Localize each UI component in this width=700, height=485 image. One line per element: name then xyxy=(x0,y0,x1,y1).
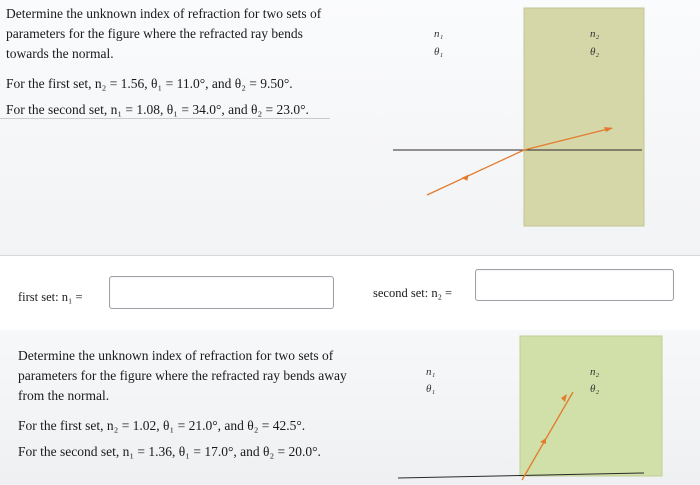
second-set-answer-input[interactable] xyxy=(475,269,674,301)
question-2-second-set: For the second set, n₁ = 1.36, θ₁ = 17.0°, and θ₂ = 20.0°. xyxy=(18,444,321,459)
question-2-prompt-line-2: parameters for the figure where the refracted ray bends away xyxy=(18,368,347,383)
question-2-prompt-line-1: Determine the unknown index of refraction for two sets of xyxy=(18,348,334,363)
question-2-prompt-line-3: from the normal. xyxy=(18,388,110,403)
question-1-prompt-line-2: parameters for the figure where the refracted ray bends xyxy=(6,26,303,41)
medium-2-region xyxy=(520,336,662,476)
question-1-prompt-line-1: Determine the unknown index of refraction for two sets of xyxy=(6,6,322,21)
figure-2-theta2-label: θ₂ xyxy=(590,383,600,395)
figure-1-theta2-label: θ₂ xyxy=(590,46,600,58)
figure-2-n1-label: n₁ xyxy=(426,366,436,378)
figure-2-n2-label: n₂ xyxy=(590,366,600,378)
figure-1-n2-label: n₂ xyxy=(590,28,600,40)
question-1-prompt-line-3: towards the normal. xyxy=(6,46,114,61)
refraction-figure-2 xyxy=(0,330,700,485)
question-1-second-set: For the second set, n₁ = 1.08, θ₁ = 34.0°, and θ₂ = 23.0°. xyxy=(6,102,309,117)
question-2-panel xyxy=(0,330,700,485)
figure-1-n1-label: n₁ xyxy=(434,28,444,40)
question-1-first-set: For the first set, n₂ = 1.56, θ₁ = 11.0°, and θ₂ = 9.50°. xyxy=(6,76,293,91)
incident-ray xyxy=(427,150,524,195)
first-set-label: first set: n₁ = xyxy=(18,290,83,304)
first-set-answer-input[interactable] xyxy=(109,276,334,309)
question-2-first-set: For the first set, n₂ = 1.02, θ₁ = 21.0°, and θ₂ = 42.5°. xyxy=(18,418,306,433)
second-set-label: second set: n₂ = xyxy=(373,286,453,300)
figure-1-theta1-label: θ₁ xyxy=(434,46,444,58)
figure-2-theta1-label: θ₁ xyxy=(426,383,436,395)
medium-2-region xyxy=(524,8,644,226)
